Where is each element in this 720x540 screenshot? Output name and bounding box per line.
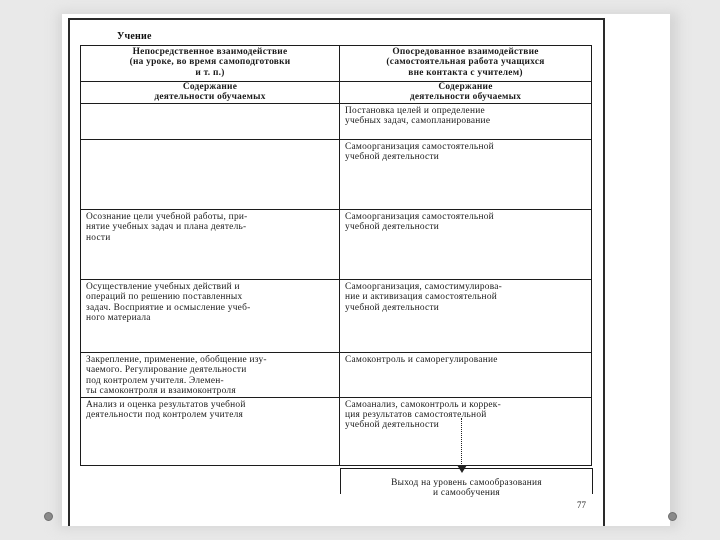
row-cell-right: Самоорганизация самостоятельной учебной деятельности bbox=[340, 140, 592, 210]
row-cell-left: Анализ и оценка результатов учебной деятельности под контролем учителя bbox=[81, 397, 340, 465]
flow-arrow-line bbox=[461, 418, 464, 468]
page-number: 77 bbox=[577, 500, 586, 510]
subheader-left: Содержание деятельности обучаемых bbox=[81, 82, 340, 104]
subheader-row bbox=[81, 82, 592, 104]
row-cell-right: Самоорганизация самостоятельной учебной деятельности bbox=[340, 210, 592, 280]
header-row bbox=[81, 46, 592, 82]
table-row bbox=[81, 353, 592, 398]
self-education-exit-box: Выход на уровень самообразования и самообучения bbox=[340, 468, 593, 494]
row-cell-right: Самоанализ, самоконтроль и коррек- ция результатов самостоятельной учебной деятельности bbox=[340, 397, 592, 465]
row-cell-right: Постановка целей и определение учебных задач, самопланирование bbox=[340, 104, 592, 140]
learning-table bbox=[80, 45, 592, 466]
table-row bbox=[81, 210, 592, 280]
row-cell-left: Закрепление, применение, обобщение изу- чаемого. Регулирование деятельности под контролем учителя. Элемен- ты самоконтроля и взаимоконтроля bbox=[81, 353, 340, 398]
row-cell-right: Самоконтроль и саморегулирование bbox=[340, 353, 592, 398]
nav-dot-right[interactable] bbox=[668, 512, 677, 521]
subheader-right: Содержание деятельности обучаемых bbox=[340, 82, 592, 104]
nav-dot-left[interactable] bbox=[44, 512, 53, 521]
table-row bbox=[81, 280, 592, 353]
table-row bbox=[81, 140, 592, 210]
row-cell-left bbox=[81, 140, 340, 210]
row-cell-left: Осознание цели учебной работы, при- нятие учебных задач и плана деятель- ности bbox=[81, 210, 340, 280]
header-mediated-interaction: Опосредованное взаимодействие (самостоятельная работа учащихся вне контакта с учителем) bbox=[340, 46, 592, 82]
header-direct-interaction: Непосредственное взаимодействие (на уроке, во время самоподготовки и т. п.) bbox=[81, 46, 340, 82]
table-row bbox=[81, 397, 592, 465]
row-cell-left bbox=[81, 104, 340, 140]
table-row bbox=[81, 104, 592, 140]
row-cell-left: Осуществление учебных действий и операций по решению поставленных задач. Восприятие и осмысление учеб- ного материала bbox=[81, 280, 340, 353]
document-title: Учение bbox=[117, 31, 152, 42]
row-cell-right: Самоорганизация, самостимулирова- ние и активизация самостоятельной учебной деятельности bbox=[340, 280, 592, 353]
